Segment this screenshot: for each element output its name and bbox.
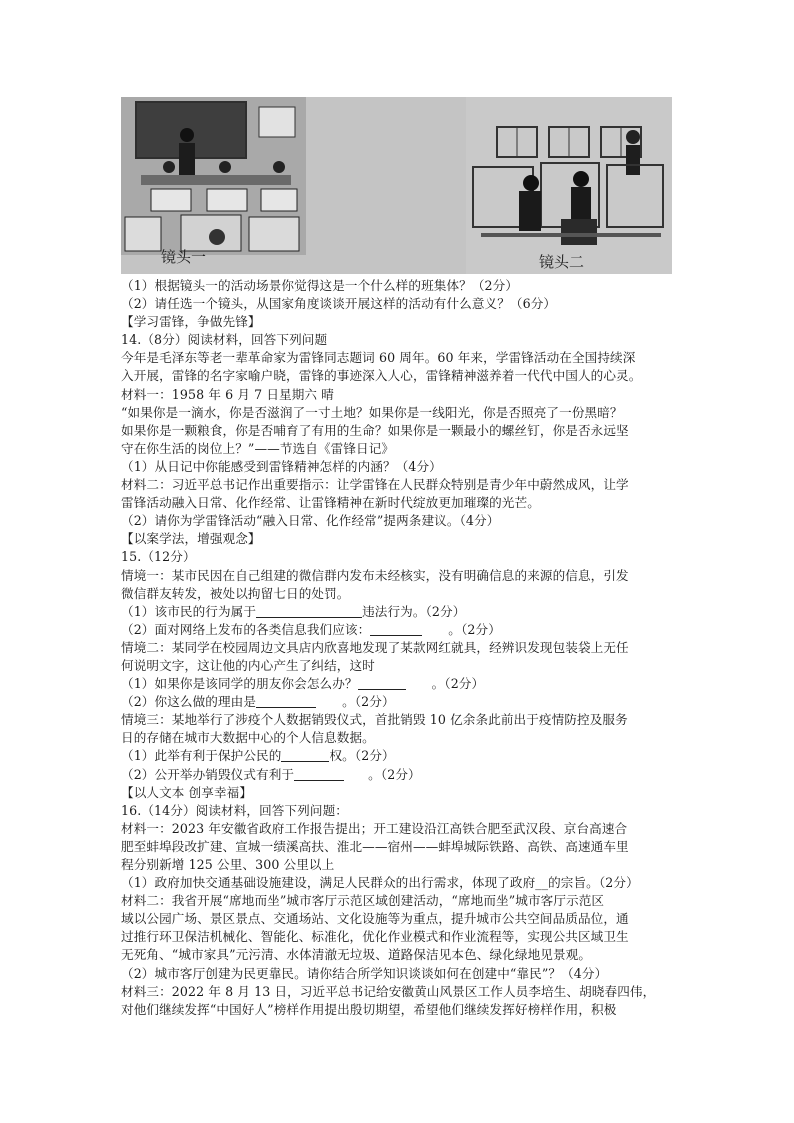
text-line: 情境二：某同学在校园周边文具店内欣喜地发现了某款网红就具，经辨识发现包装袋上无任	[121, 639, 629, 655]
text-line: 日的存储在城市大数据中心的个人信息数据。	[121, 730, 375, 746]
answer-blank[interactable]	[358, 676, 406, 690]
question-text: （1）该市民的行为属于	[121, 603, 257, 619]
text-line: 域以公园广场、景区景点、交通场站、文化设施等为重点，提升城市公共空间品质品位，通	[121, 911, 629, 927]
text-line: 过推行环卫保洁机械化、智能化、标准化，优化作业模式和作业流程等，实现公共区域卫生	[121, 929, 629, 945]
text-line: 如果你是一颗粮食，你是否哺育了有用的生命？如果你是一颗最小的螺丝钉，你是否永远坚	[121, 422, 629, 438]
text-line: 情境一：某市民因在自己组建的微信群内发布未经核实，没有明确信息的来源的信息，引发	[121, 567, 629, 583]
question-text: 。（2分）	[368, 766, 421, 782]
text-line: 守在你生活的岗位上？”——节选自《雷锋日记》	[121, 440, 395, 456]
text-line: 16.（14分）阅读材料，回答下列问题：	[121, 802, 348, 818]
text-line: 无死角、“城市家具”元污清、水体清澈无垃圾、道路保洁见本色、绿化绿地见景观。	[121, 947, 592, 963]
text-line: 程分别新增 125 公里、300 公里以上	[121, 857, 335, 872]
text-line: （1）从日记中你能感受到雷锋精神怎样的内涵？（4分）	[121, 458, 442, 474]
text-line: 肥至蚌埠段改扩建、宣城一绩溪高扶、淮北——宿州——蚌埠城际铁路、高铁、高速通车里	[121, 838, 629, 854]
answer-blank[interactable]	[256, 694, 316, 708]
text-line: 【以案学法，增强观念】	[121, 531, 261, 547]
answer-blank[interactable]	[370, 622, 422, 636]
text-line: 材料三：2022 年 8 月 13 日，习近平总书记给安徽黄山风景区工作人员李培生、胡晓春四伟，	[121, 983, 656, 999]
question-text: 。（2分）	[431, 676, 485, 692]
text-line: （2）请你为学雷锋活动“融入日常、化作经常”提两条建议。（4分）	[121, 513, 500, 529]
text-line	[121, 675, 681, 693]
svg-text:镜头二: 镜头二	[539, 253, 585, 271]
text-line: 材料一：1958 年 6 月 7 日星期六 晴	[121, 386, 334, 402]
text-line: 【以人文本 创享幸福】	[121, 784, 253, 800]
text-line	[121, 766, 681, 784]
text-line: 雷锋活动融入日常、化作经常、让雷锋精神在新时代绽放更加璀璨的光芒。	[121, 495, 540, 511]
scene-one-icon	[121, 97, 306, 266]
text-line: 何说明文字，这让他的内心产生了纠结，这时	[121, 657, 375, 673]
text-line: 【学习雷锋，争做先锋】	[121, 314, 261, 330]
text-line: （1）政府加快交通基础设施建设，满足人民群众的出行需求，体现了政府__的宗旨。（2分）	[121, 875, 639, 891]
answer-blank[interactable]	[281, 748, 329, 762]
classroom-scenes-illustration	[121, 97, 672, 274]
question-text: 违法行为。（2分）	[362, 603, 466, 619]
text-line: 14.（8分）阅读材料，回答下列问题	[121, 332, 328, 348]
exam-text-body	[121, 277, 681, 1019]
text-line: 对他们继续发挥“中国好人”榜样作用提出殷切期望，希望他们继续发挥好榜样作用，积极	[121, 1001, 617, 1017]
text-line: 情境三：某地举行了涉疫个人数据销毁仪式，首批销毁 10 亿余条此前出于疫情防控及服务	[121, 712, 628, 728]
text-line: （1）根据镜头一的活动场景你觉得这是一个什么样的班集体？（2分）	[121, 278, 519, 293]
question-text: 。（2分）	[342, 694, 395, 710]
text-line: 微信群友转发，被处以拘留七日的处罚。	[121, 585, 350, 601]
text-line: （2）请任选一个镜头，从国家角度谈谈开展这样的活动有什么意义？（6分）	[121, 296, 557, 312]
text-line: 入开展，雷锋的名字家喻户晓，雷锋的事迹深入人心，雷锋精神滋养着一代代中国人的心灵。	[121, 368, 642, 384]
answer-blank[interactable]	[256, 604, 362, 618]
scene-two-icon	[466, 97, 672, 274]
text-line: 材料二：我省开展“席地而坐”城市客厅示范区域创建活动，“席地而坐”城市客厅示范区	[121, 893, 605, 909]
text-line: “如果你是一滴水，你是否滋润了一寸土地？如果你是一线阳光，你是否照亮了一份黑暗？	[121, 404, 623, 420]
text-line	[121, 621, 681, 639]
question-text: （1）如果你是该同学的朋友你会怎么办？	[121, 676, 358, 692]
text-line	[121, 693, 681, 711]
exam-photo-figure	[121, 97, 672, 274]
text-line: 今年是毛泽东等老一辈革命家为雷锋同志题词 60 周年。60 年来，学雷锋活动在全国持续深	[121, 350, 636, 366]
answer-blank[interactable]	[294, 767, 344, 781]
text-line	[121, 747, 681, 765]
text-line: 15.（12分）	[121, 549, 196, 565]
question-text: 权。（2分）	[329, 748, 395, 764]
text-line: 材料一：2023 年安徽省政府工作报告提出；开工建设沿江高铁合肥至武汉段、京台高速合	[121, 820, 628, 836]
question-text: （2）公开举办销毁仪式有利于	[121, 766, 295, 782]
text-line: 材料二：习近平总书记作出重要指示：让学雷锋在人民群众特别是青少年中蔚然成风，让学	[121, 477, 629, 493]
question-text: （1）此举有利于保护公民的	[121, 748, 282, 764]
question-text: （2）你这么做的理由是	[121, 694, 257, 710]
text-line	[121, 603, 681, 621]
question-text: （2）面对网络上发布的各类信息我们应该：	[121, 621, 371, 637]
question-text: 。（2分）	[448, 621, 501, 637]
svg-text:镜头一: 镜头一	[161, 248, 207, 266]
text-line: （2）城市客厅创建为民更靠民。请你结合所学知识谈谈如何在创建中“靠民”？（4分）	[121, 965, 608, 981]
